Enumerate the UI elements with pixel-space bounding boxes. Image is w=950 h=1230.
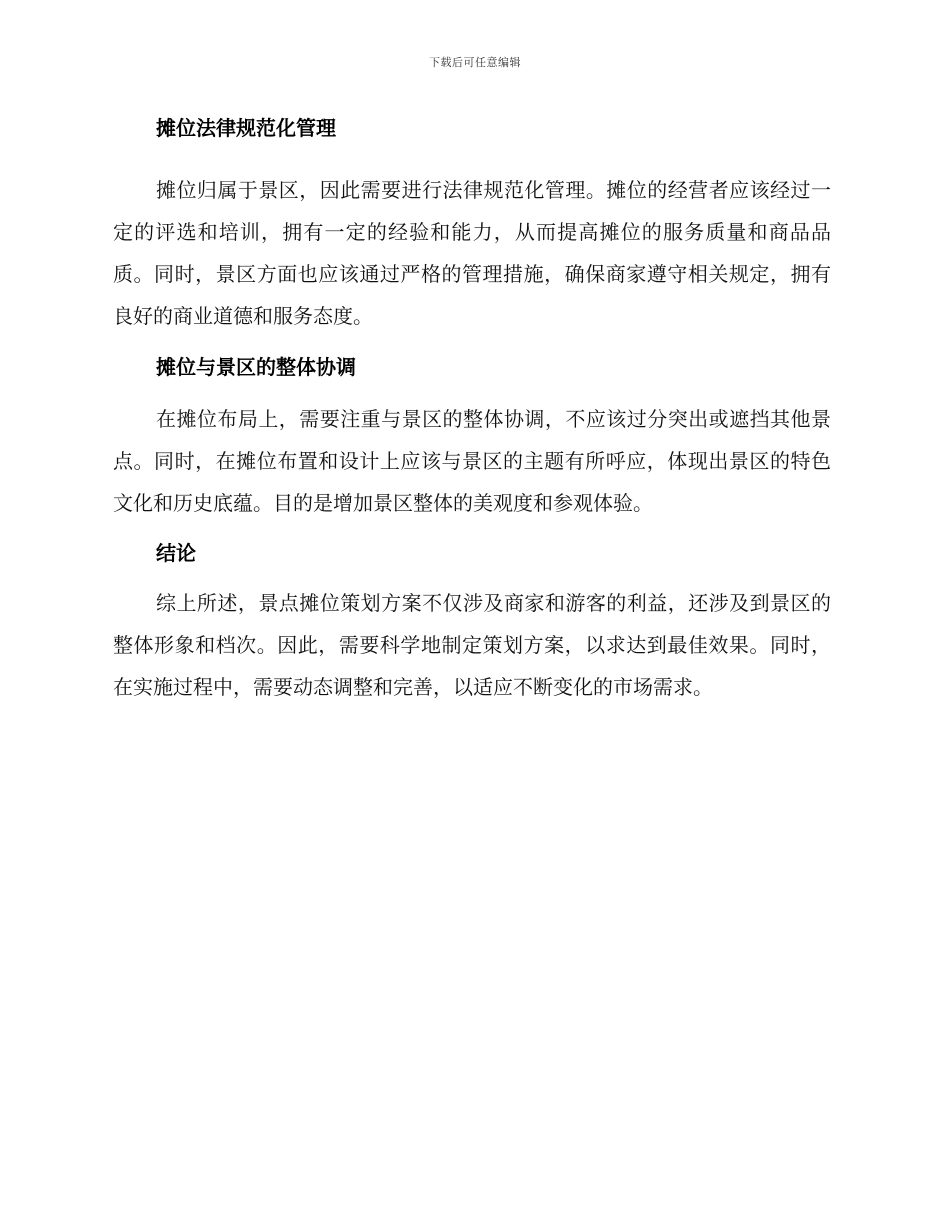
- section-heading-stall-legal-management: 摊位法律规范化管理: [156, 116, 336, 140]
- document-body: [113, 114, 831, 708]
- section-heading-stall-scenic-coordination: 摊位与景区的整体协调: [156, 355, 356, 379]
- section-paragraph-stall-legal-management: 摊位归属于景区，因此需要进行法律规范化管理。摊位的经营者应该经过一定的评选和培训，拥有一定的经验和能力，从而提高摊位的服务质量和商品品质。同时，景区方面也应该通过严格的管理措施，确保商家遵守相关规定，拥有良好的商业道德和服务态度。: [113, 178, 831, 328]
- section-paragraph-conclusion: 综上所述，景点摊位策划方案不仅涉及商家和游客的利益，还涉及到景区的整体形象和档次。因此，需要科学地制定策划方案，以求达到最佳效果。同时，在实施过程中，需要动态调整和完善，以适应不断变化的市场需求。: [113, 591, 831, 699]
- section-paragraph-stall-scenic-coordination: 在摊位布局上，需要注重与景区的整体协调，不应该过分突出或遮挡其他景点。同时，在摊位布置和设计上应该与景区的主题有所呼应，体现出景区的特色文化和历史底蕴。目的是增加景区整体的美观度和参观体验。: [113, 407, 831, 515]
- section-heading-conclusion: 结论: [156, 541, 196, 565]
- page-header: 下载后可任意编辑: [429, 56, 521, 69]
